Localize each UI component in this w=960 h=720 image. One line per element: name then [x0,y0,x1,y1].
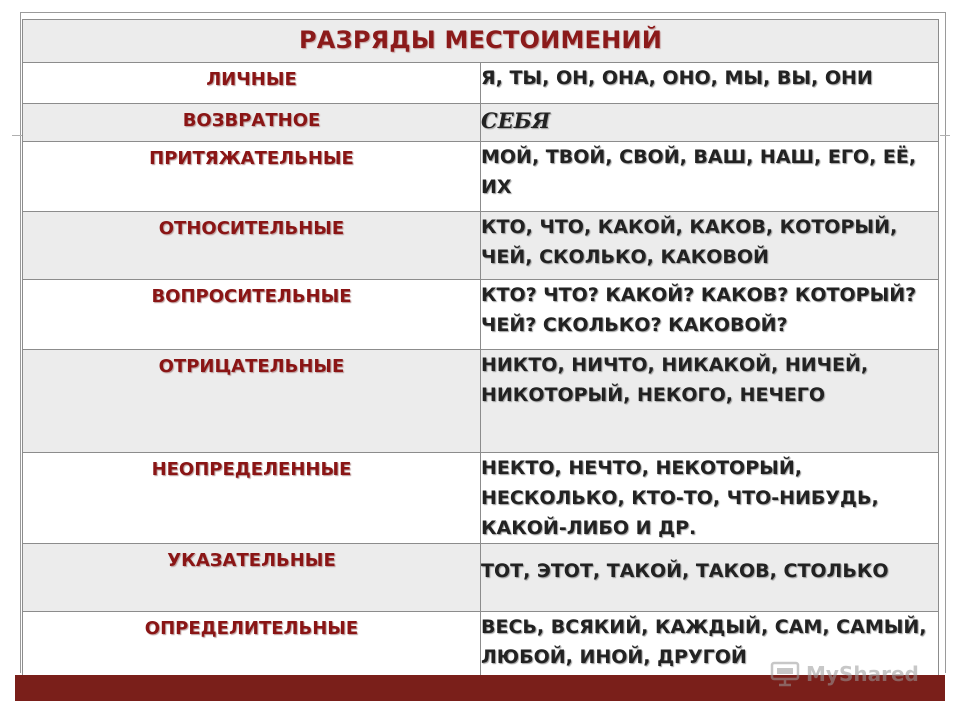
examples-text: СЕБЯ [481,108,551,133]
table-row [23,142,939,212]
table-row [23,544,939,612]
table-row [23,212,939,280]
examples-text: ТОТ, ЭТОТ, ТАКОЙ, ТАКОВ, СТОЛЬКО [481,560,889,582]
category-label: ОТРИЦАТЕЛЬНЫЕ [158,356,345,377]
table-row [23,104,939,142]
table-row [23,453,939,544]
page-title: РАЗРЯДЫ МЕСТОИМЕНИЙ [299,26,662,54]
category-label: ЛИЧНЫЕ [206,69,297,90]
watermark [770,660,919,688]
category-label: ВОЗВРАТНОЕ [182,110,321,131]
category-label: НЕОПРЕДЕЛЕННЫЕ [151,459,352,480]
examples-text: НЕКТО, НЕЧТО, НЕКОТОРЫЙ, НЕСКОЛЬКО, КТО-ТО, ЧТО-НИБУДЬ, КАКОЙ-ЛИБО И ДР. [481,457,879,539]
examples-text: ВЕСЬ, ВСЯКИЙ, КАЖДЫЙ, САМ, САМЫЙ, ЛЮБОЙ, ИНОЙ, ДРУГОЙ [481,616,927,668]
examples-text: КТО? ЧТО? КАКОЙ? КАКОВ? КОТОРЫЙ? ЧЕЙ? СКОЛЬКО? КАКОВОЙ? [481,284,917,336]
title-cell [23,20,939,63]
category-label: ОТНОСИТЕЛЬНЫЕ [158,218,345,239]
table-row [23,63,939,104]
pronoun-table [22,19,939,692]
category-label: ПРИТЯЖАТЕЛЬНЫЕ [149,148,354,169]
examples-text: Я, ТЫ, ОН, ОНА, ОНО, МЫ, ВЫ, ОНИ [481,67,873,89]
examples-text: НИКТО, НИЧТО, НИКАКОЙ, НИЧЕЙ, НИКОТОРЫЙ, НЕКОГО, НЕЧЕГО [481,354,869,406]
watermark-text: MyShared [806,662,919,686]
table-row [23,280,939,350]
examples-text: МОЙ, ТВОЙ, СВОЙ, ВАШ, НАШ, ЕГО, ЕЁ, ИХ [481,146,917,198]
category-label: ВОПРОСИТЕЛЬНЫЕ [151,286,352,307]
projector-screen-icon [770,661,800,687]
divider-left [12,135,22,136]
category-label: УКАЗАТЕЛЬНЫЕ [167,550,336,571]
examples-text: КТО, ЧТО, КАКОЙ, КАКОВ, КОТОРЫЙ, ЧЕЙ, СКОЛЬКО, КАКОВОЙ [481,216,898,268]
table-row [23,350,939,453]
divider-right [940,135,950,136]
category-label: ОПРЕДЕЛИТЕЛЬНЫЕ [144,618,359,639]
